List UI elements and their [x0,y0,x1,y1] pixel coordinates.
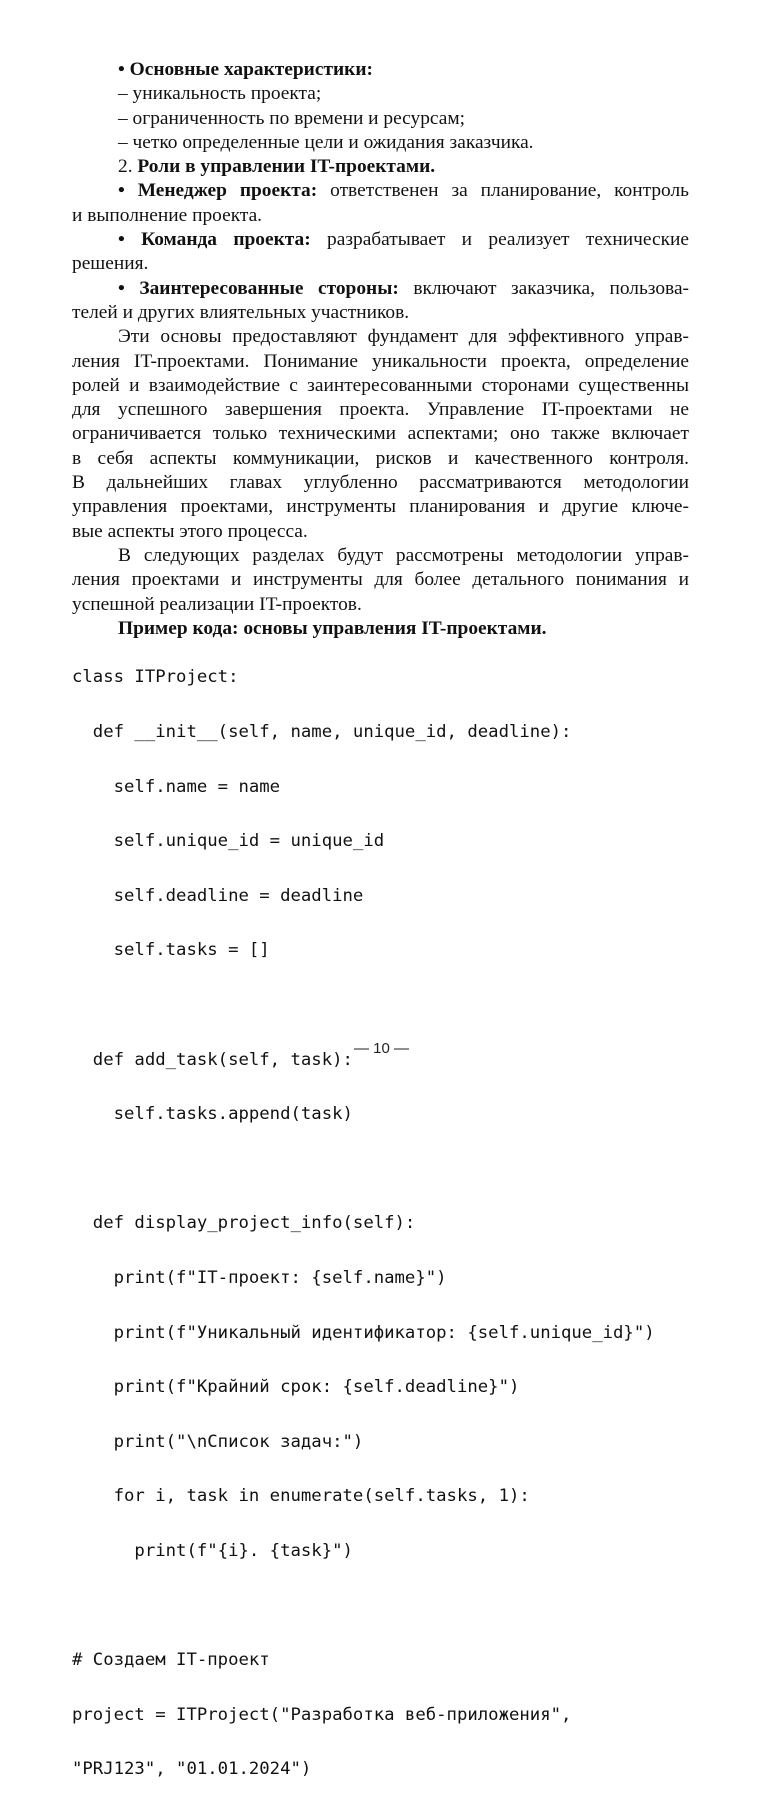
paragraph-line: вые аспекты этого процесса. [72,520,308,542]
code-caption: Пример кода: основы управления IT-проектами. [118,617,547,639]
role-manager-cont: и выполнение проекта. [72,204,263,226]
paragraph-line: ления проектами и инструменты для более детального понимания и [72,569,689,591]
paragraph-line: ления IT-проектами. Понимание уникальности проекта, определение [72,350,689,372]
role-team: • Команда проекта: разрабатывает и реализует технические [118,229,689,251]
code-line: print(f"IT-проект: {self.name}") [72,1267,447,1288]
code-line: project = ITProject("Разработка веб-приложения", [72,1704,572,1725]
code-line [72,1160,655,1178]
code-line: for i, task in enumerate(self.tasks, 1): [72,1486,530,1507]
code-line: def __init__(self, name, unique_id, deadline): [72,722,572,742]
paragraph-line: ролей и взаимодействие с заинтересованными сторонами существенны [72,374,689,396]
code-line: print("\nСписок задач:") [72,1431,364,1452]
paragraph-line: ограничивается только техническими аспектами; оно также включает [72,423,689,445]
role-stakeholders: • Заинтересованные стороны: включают заказчика, пользова- [118,277,690,299]
list-item: – ограниченность по времени и ресурсам; [118,107,466,129]
code-line: print(f"Уникальный идентификатор: {self.unique_id}") [72,1322,655,1343]
code-line: def add_task(self, task): [72,1049,353,1070]
code-line: print(f"{i}. {task}") [72,1540,353,1561]
page-number: — 10 — [353,1040,410,1057]
code-line: print(f"Крайний срок: {self.deadline}") [72,1377,520,1398]
code-line: "PRJ123", "01.01.2024") [72,1759,312,1780]
section1-heading: • Основные характеристики: [118,59,373,80]
role-stakeholders-cont: телей и других влиятельных участников. [72,301,410,323]
code-line: self.tasks = [] [72,940,270,961]
code-line: self.name = name [72,776,281,797]
code-line: class ITProject: [72,667,239,688]
paragraph-line: Эти основы предоставляют фундамент для эффективного управ- [118,326,689,348]
paragraph-line: В следующих разделах будут рассмотрены методологии управ- [118,544,689,566]
paragraph-line: управления проектами, инструменты планирования и другие ключе- [72,496,689,518]
role-manager: • Менеджер проекта: ответственен за планирование, контроль [118,180,689,202]
code-line [72,996,655,1014]
paragraph-line: В дальнейших главах углубленно рассматриваются методологии [72,472,689,494]
section2-heading: 2. Роли в управлении IT-проектами. [118,156,436,178]
code-line: def display_project_info(self): [72,1213,416,1234]
code-line: self.tasks.append(task) [72,1104,353,1125]
paragraph-line: для успешного завершения проекта. Управление IT-проектами не [72,399,689,421]
code-block [72,632,655,1815]
code-line [72,1597,655,1615]
body-text [72,58,689,641]
code-line: self.unique_id = unique_id [72,831,385,852]
code-line: # Создаем IT-проект [72,1650,270,1671]
code-line: self.deadline = deadline [72,885,364,906]
paragraph-line: успешной реализации IT-проектов. [72,593,362,615]
list-item: – четко определенные цели и ожидания заказчика. [118,131,534,153]
paragraph-line: в себя аспекты коммуникации, рисков и качественного контроля. [72,447,689,469]
role-team-cont: решения. [72,253,149,275]
list-item: – уникальность проекта; [118,83,322,105]
